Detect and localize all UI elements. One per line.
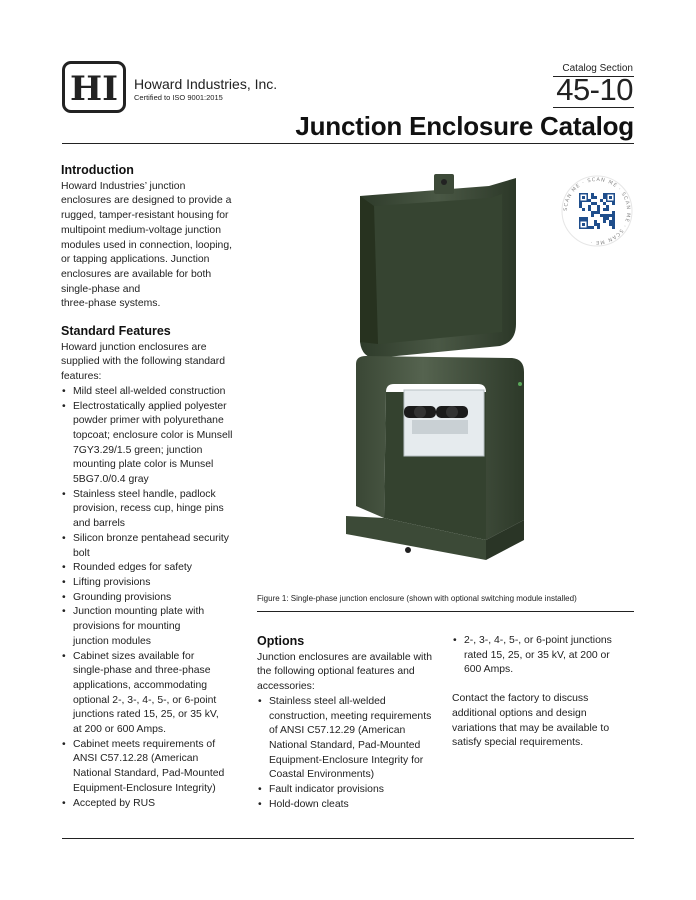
list-item-line: Lifting provisions [73, 576, 151, 588]
logo-mark [68, 68, 120, 106]
list-item-line: Cabinet meets requirements of [73, 738, 216, 750]
list-item-line: Grounding provisions [73, 591, 172, 603]
standard-features-intro-line: supplied with the following standard [61, 356, 226, 368]
company-name: Howard Industries, Inc. [134, 76, 278, 92]
list-item-line: provisions for mounting [73, 621, 181, 633]
page-title: Junction Enclosure Catalog [295, 111, 634, 141]
list-item-line: topcoat; enclosure color is Munsell [73, 429, 233, 441]
svg-text:HI: HI [69, 69, 119, 106]
right-column [452, 634, 636, 751]
list-item-line: Cabinet sizes available for [73, 650, 195, 662]
standard-features-intro-line: features: [61, 371, 102, 383]
options-list [257, 695, 445, 813]
certification-text: Certified to ISO 9001:2015 [134, 93, 223, 102]
list-item-line: Mild steel all-welded construction [73, 385, 226, 397]
contact-line: variations that may be available to [452, 722, 610, 734]
list-item-line: National Standard, Pad-Mounted [269, 739, 421, 751]
catalog-section-rule-bottom [553, 107, 634, 108]
list-item [61, 400, 251, 488]
introduction-line: enclosures are available for both [61, 268, 212, 280]
list-item-line: and barrels [73, 518, 125, 530]
standard-features-intro-line: Howard junction enclosures are [61, 341, 207, 353]
catalog-section-number: 45-10 [556, 72, 633, 107]
options-intro-line: Junction enclosures are available with [257, 651, 433, 663]
list-item [61, 532, 251, 561]
list-item-line: Junction mounting plate with [73, 606, 205, 618]
standard-features-heading: Standard Features [61, 324, 171, 339]
list-item-line: provision, recess cup, hinge pins [73, 503, 224, 515]
options-list-continued [452, 634, 636, 678]
list-item [61, 650, 251, 738]
list-item [61, 576, 251, 591]
list-item-line: applications, accommodating [73, 679, 207, 691]
standard-features-list [61, 385, 251, 811]
list-item-line: bolt [73, 547, 90, 559]
list-item [61, 797, 251, 812]
svg-text:SCAN ME · SCAN ME · SCAN ME ·: SCAN ME · SCAN ME · SCAN ME · SCAN ME · [562, 176, 632, 246]
list-item [61, 488, 251, 532]
introduction-line: multipoint medium-voltage junction [61, 224, 221, 236]
list-item [61, 605, 251, 649]
list-item-line: Silicon bronze pentahead security [73, 532, 229, 544]
caption-divider [257, 611, 634, 612]
company-logo [62, 61, 126, 113]
list-item-line: 600 Amps. [464, 664, 514, 676]
list-item-line: rated 15, 25, or 35 kV, at 200 or [464, 649, 610, 661]
list-item-line: National Standard, Pad-Mounted [73, 768, 225, 780]
list-item-line: Stainless steel all-welded [269, 695, 386, 707]
list-item [452, 634, 636, 678]
introduction-line: enclosures are designed to provide a [61, 195, 232, 207]
introduction-text [61, 180, 251, 312]
list-item-line: Coastal Environments) [269, 769, 375, 781]
list-item-line: junction modules [73, 635, 151, 647]
list-item [61, 561, 251, 576]
list-item-line: Equipment-Enclosure Integrity) [73, 782, 216, 794]
left-column [61, 163, 251, 811]
qr-code-icon [561, 175, 633, 247]
options-intro-line: the following optional features and [257, 666, 415, 678]
list-item [257, 695, 445, 783]
list-item-line: Rounded edges for safety [73, 562, 192, 574]
introduction-line: three-phase systems. [61, 298, 161, 310]
introduction-line: rugged, tamper-resistant housing for [61, 210, 229, 222]
list-item-line: mounting plate color is Munsel [73, 459, 214, 471]
list-item-line: optional 2-, 3-, 4-, 5-, or 6-point [73, 694, 217, 706]
options-heading: Options [257, 634, 305, 648]
list-item [257, 783, 445, 798]
list-item-line: ANSI C57.12.28 (American [73, 753, 199, 765]
introduction-line: modules used in connection, looping, [61, 239, 232, 251]
list-item [61, 738, 251, 797]
list-item-line: junctions rated 15, 25, or 35 kV, [73, 709, 219, 721]
header-divider [62, 143, 634, 144]
list-item-line: Accepted by RUS [73, 797, 156, 809]
list-item-line: Hold-down cleats [269, 798, 349, 810]
list-item-line: Electrostatically applied polyester [73, 400, 227, 412]
list-item [61, 591, 251, 606]
introduction-heading: Introduction [61, 163, 134, 177]
list-item-line: at 200 or 600 Amps. [73, 724, 166, 736]
list-item-line: powder primer with polyurethane [73, 415, 224, 427]
list-item-line: Equipment-Enclosure Integrity for [269, 754, 424, 766]
options-intro [257, 651, 445, 695]
standard-features-intro [61, 341, 251, 385]
contact-line: satisfy special requirements. [452, 737, 584, 749]
list-item-line: of ANSI C57.12.29 (American [269, 725, 406, 737]
footer-divider [62, 838, 634, 839]
list-item [61, 385, 251, 400]
list-item-line: Stainless steel handle, padlock [73, 488, 216, 500]
qr-code[interactable] [561, 175, 633, 247]
list-item-line: 5BG7.0/0.4 gray [73, 474, 149, 486]
contact-text [452, 692, 636, 751]
contact-line: Contact the factory to discuss [452, 693, 589, 705]
list-item [257, 798, 445, 813]
list-item-line: 2-, 3-, 4-, 5-, or 6-point junctions [464, 635, 612, 646]
introduction-line: or tapping applications. Junction [61, 254, 210, 266]
catalog-section-label: Catalog Section [562, 63, 633, 74]
introduction-line: single-phase and [61, 283, 141, 295]
list-item-line: 7GY3.29/1.5 green; junction [73, 444, 203, 456]
options-intro-line: accessories: [257, 681, 315, 693]
contact-line: additional options and design [452, 707, 587, 719]
list-item-line: Fault indicator provisions [269, 784, 384, 796]
list-item-line: single-phase and three-phase [73, 665, 211, 677]
options-column [257, 634, 445, 812]
figure-caption: Figure 1: Single-phase junction enclosure (shown with optional switching module installed) [257, 594, 577, 603]
introduction-line: Howard Industries’ junction [61, 180, 186, 192]
list-item-line: construction, meeting requirements [269, 710, 432, 722]
